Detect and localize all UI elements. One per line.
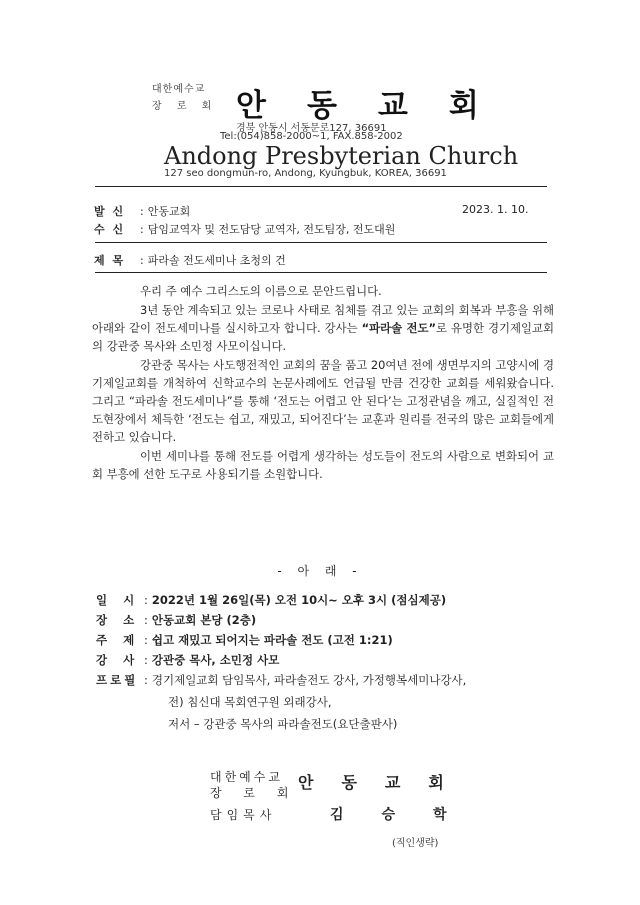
detail-value: 경기제일교회 담임목사, 파라솔전도 강사, 가정행복세미나강사, bbox=[151, 673, 467, 687]
subject-label: 제 목 bbox=[94, 254, 126, 267]
sender-label: 발 신 bbox=[94, 205, 126, 218]
recipient-label: 수 신 bbox=[94, 223, 126, 236]
purpose-paragraph bbox=[92, 301, 554, 355]
subject-value: 파라솔 전도세미나 초청의 건 bbox=[147, 254, 286, 267]
assembly-label: 장 로 회 bbox=[152, 101, 218, 112]
recipient-rule bbox=[95, 242, 547, 243]
detail-key: 주 제 bbox=[96, 633, 141, 647]
detail-row-speaker: 강 사 : 강관중 목사, 소민정 사모 bbox=[96, 653, 280, 667]
speaker-paragraph: 강관중 목사는 사도행전적인 교회의 꿈을 품고 20여년 전에 생면부지의 고양시에 경기제일교회를 개척하여 신학교수의 논문사례에도 언급될 만큼 건강한 교회를 세워왔습니다. 그리고 “파라솔 전도세미나”를 통해 ‘전도는 어렵고 안 된다’는 고정관념을 깨고, 실질적인 전도현장에서 체득한 ‘전도는 쉽고, 재밌고, 되어진다’는 교훈과 원리를 전국의 많은 교회들에게 전하고 있습니다. bbox=[92, 358, 554, 444]
detail-key: 일 시 bbox=[96, 593, 141, 607]
detail-value: 2022년 1월 26일(목) 오전 10시~ 오후 3시 (점심제공) bbox=[151, 593, 447, 607]
detail-key: 장 소 bbox=[96, 613, 141, 627]
recipient-value: 담임교역자 및 전도담당 교역자, 전도팀장, 전도대원 bbox=[147, 223, 396, 236]
detail-row-venue: 장 소 : 안동교회 본당 (2층) bbox=[96, 613, 257, 627]
detail-key: 프로필 bbox=[96, 673, 139, 687]
detail-row-datetime: 일 시 : 2022년 1월 26일(목) 오전 10시~ 오후 3시 (점심제공) bbox=[96, 593, 447, 607]
subject-rule bbox=[95, 272, 547, 273]
subject-field: 제 목 : 파라솔 전도세미나 초청의 건 bbox=[94, 254, 286, 267]
english-address: 127 seo dongmun-ro, Andong, Kyungbuk, KOREA, 36691 bbox=[164, 168, 447, 179]
detail-value: 강관중 목사, 소민정 사모 bbox=[151, 653, 280, 667]
signature-assembly: 장 로 회 bbox=[210, 786, 298, 800]
details-heading: - 아 래 - bbox=[277, 564, 363, 578]
pastor-name: 김승학 bbox=[330, 807, 485, 823]
recipient-field: 수 신 : 담임교역자 및 전도담당 교역자, 전도팀장, 전도대원 bbox=[94, 223, 396, 236]
profile-line-2: 전) 침신대 목회연구원 외래강사, bbox=[168, 695, 332, 709]
detail-value: 안동교회 본당 (2층) bbox=[151, 613, 257, 627]
document-date: 2023. 1. 10. bbox=[462, 203, 529, 216]
pastor-title: 담임목사 bbox=[210, 808, 277, 822]
closing-paragraph: 이번 세미나를 통해 전도를 어렵게 생각하는 성도들이 전도의 사람으로 변화되어 교회 부흥에 선한 도구로 사용되기를 소원합니다. bbox=[92, 449, 554, 481]
signature-church: 안동교회 bbox=[298, 773, 472, 792]
sender-value: 안동교회 bbox=[147, 205, 191, 218]
sender-field: 발 신 : 안동교회 bbox=[94, 205, 191, 218]
letter-body bbox=[92, 282, 554, 484]
purpose-text-b: 로 유명한 경기제일교회의 강관중 목사와 소민정 사모이십니다. bbox=[92, 321, 554, 353]
parasol-evangelism-term: “파라솔 전도” bbox=[361, 321, 436, 335]
signature-denomination: 대한예수교 bbox=[210, 770, 283, 784]
english-church-name: Andong Presbyterian Church bbox=[164, 142, 519, 170]
purpose-text-a: 3년 동안 계속되고 있는 코로나 사태로 침체를 겪고 있는 교회의 회복과 부흥을 위해 아래와 같이 전도세미나를 실시하고자 합니다. 강사는 bbox=[92, 303, 554, 335]
header-rule bbox=[95, 186, 547, 187]
church-name-title: 안동교회 bbox=[236, 88, 520, 124]
greeting-paragraph: 우리 주 예수 그리스도의 이름으로 문안드립니다. bbox=[140, 284, 382, 298]
detail-row-profile: 프로필 : 경기제일교회 담임목사, 파라솔전도 강사, 가정행복세미나강사, bbox=[96, 673, 467, 687]
detail-value: 쉽고 재밌고 되어지는 파라솔 전도 (고전 1:21) bbox=[151, 633, 393, 647]
profile-line-3: 저서 – 강관중 목사의 파라솔전도(요단출판사) bbox=[168, 717, 398, 731]
address-line: 경북 안동시 서동문로127, 36691 bbox=[236, 123, 387, 134]
phone-line: Tel:(054)858-2000~1, FAX.858-2002 bbox=[220, 131, 403, 142]
detail-row-theme: 주 제 : 쉽고 재밌고 되어지는 파라솔 전도 (고전 1:21) bbox=[96, 633, 393, 647]
seal-omitted-note: (직인생략) bbox=[392, 838, 439, 849]
denomination-label: 대한예수교 bbox=[152, 84, 206, 95]
detail-key: 강 사 bbox=[96, 653, 141, 667]
